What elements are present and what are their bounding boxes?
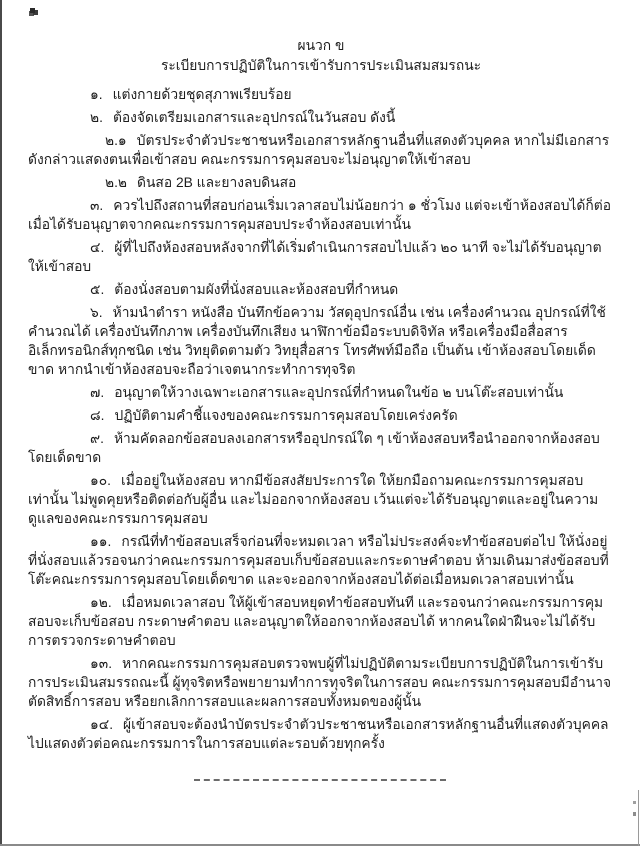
item-number: ๕. (90, 282, 105, 297)
item-text: ผู้เข้าสอบจะต้องนำบัตรประจำตัวประชาชนหรือเอกสารหลักฐานอื่นที่แสดงตัวบุคคลไปแสดงตัวต่อคณะกรรมการในการสอบแต่ละรอบด้วยทุกครั้ง (28, 717, 609, 751)
item-number: ๖. (90, 305, 103, 320)
item-text: ห้ามนำตำรา หนังสือ บันทึกข้อความ วัสดุอุปกรณ์อื่น เช่น เครื่องคำนวณ อุปกรณ์ที่ใช้คำนวณได้ เครื่องบันทึกภาพ เครื่องบันทึกเสียง นาฬิกาข้อมือระบบดิจิทัล หรือเครื่องมือสื่อสารอิเล็กทรอนิกส์ทุกชนิด เช่น วิทยุติดตามตัว วิทยุสื่อสาร โทรศัพท์มือถือ เป็นต้น เข้าห้องสอบโดยเด็ดขาด หากนำเข้าห้องสอบจะถือว่าเจตนากระทำการทุจริต (28, 305, 606, 377)
list-item (28, 280, 614, 299)
scan-edge-right (638, 790, 639, 846)
item-number: ๑๑. (90, 534, 112, 549)
item-text: กรณีที่ทำข้อสอบเสร็จก่อนที่จะหมดเวลา หรือไม่ประสงค์จะทำข้อสอบต่อไป ให้นั่งอยู่ที่นั่งสอบแล้วรอจนกว่าคณะกรรมการคุมสอบเก็บข้อสอบและกระดาษคำตอบ ห้ามเดินมาส่งข้อสอบที่โต๊ะคณะกรรมการคุมสอบโดยเด็ดขาด และจะออกจากห้องสอบได้ต่อเมื่อหมดเวลาสอบเท่านั้น (28, 534, 609, 587)
list-item (28, 196, 614, 234)
appendix-title: ผนวก ข (297, 38, 345, 53)
item-number: ๒. (90, 110, 103, 125)
list-item (28, 406, 614, 425)
item-text: ควรไปถึงสถานที่สอบก่อนเริ่มเวลาสอบไม่น้อยกว่า ๑ ชั่วโมง แต่จะเข้าห้องสอบได้ก็ต่อเมื่อได้รับอนุญาตจากคณะกรรมการคุมสอบประจำห้องสอบเท่านั้น (28, 198, 611, 232)
list-item (28, 85, 614, 104)
item-text: ต้องจัดเตรียมเอกสารและอุปกรณ์ในวันสอบ ดังนี้ (112, 110, 396, 125)
item-text: เมื่ออยู่ในห้องสอบ หากมีข้อสงสัยประการใด ให้ยกมือถามคณะกรรมการคุมสอบเท่านั้น ไม่พูดคุยหรือติดต่อกับผู้อื่น และไม่ออกจากห้องสอบ เว้นแต่จะได้รับอนุญาตและอยู่ในความดูแลของคณะกรรมการคุมสอบ (28, 473, 599, 526)
item-number: ๑๓. (90, 656, 113, 671)
item-text: ห้ามคัดลอกข้อสอบลงเอกสารหรืออุปกรณ์ใด ๆ เข้าห้องสอบหรือนำออกจากห้องสอบโดยเด็ดขาด (28, 431, 600, 465)
item-text: หากคณะกรรมการคุมสอบตรวจพบผู้ที่ไม่ปฏิบัติตามระเบียบการปฏิบัติในการเข้ารับการประเมินสมรรถณะนี้ ผู้ทุจริตหรือพยายามทำการทุจริตในการสอบ คณะกรรมการคุมสอบมีอำนาจตัดสิทธิ์การสอบ หรือยกเลิกการสอบและผลการสอบทั้งหมดของผู้นั้น (28, 656, 612, 709)
item-number: ๑๔. (90, 717, 114, 732)
item-number: ๔. (90, 240, 105, 255)
item-text: เมื่อหมดเวลาสอบ ให้ผู้เข้าสอบหยุดทำข้อสอบทันที และรอจนกว่าคณะกรรมการคุมสอบจะเก็บข้อสอบ กระดาษคำตอบ และอนุญาตให้ออกจากห้องสอบได้ หากคนใดฝ่าฝืนจะไม่ได้รับการตรวจกระดาษคำตอบ (28, 595, 604, 648)
list-item (28, 173, 614, 192)
list-item (28, 532, 614, 589)
item-number: ๑๐. (90, 473, 112, 488)
item-text: ดินสอ 2B และยางลบดินสอ (137, 175, 297, 190)
list-item (28, 303, 614, 379)
item-number: ๑. (90, 87, 103, 102)
end-divider (194, 779, 446, 781)
item-text: อนุญาตให้วางเฉพาะเอกสารและอุปกรณ์ที่กำหนดในข้อ ๒ บนโต๊ะสอบเท่านั้น (114, 385, 564, 400)
list-item (28, 593, 614, 650)
list-item (28, 238, 614, 276)
item-number: ๙. (90, 431, 104, 446)
item-text: ปฏิบัติตามคำชี้แจงของคณะกรรมการคุมสอบโดยเคร่งครัด (114, 408, 458, 423)
item-text: ต้องนั่งสอบตามผังที่นั่งสอบและห้องสอบที่กำหนด (114, 282, 399, 297)
list-item (28, 429, 614, 467)
list-item (28, 131, 614, 169)
scan-artifact-dot (633, 801, 636, 804)
item-text: บัตรประจำตัวประชาชนหรือเอกสารหลักฐานอื่นที่แสดงตัวบุคคล หากไม่มีเอกสารดังกล่าวแสดงตนเพื่อเข้าสอบ คณะกรรมการคุมสอบจะไม่อนุญาตให้เข้าสอบ (28, 133, 610, 167)
item-number: ๗. (90, 385, 105, 400)
list-item (28, 471, 614, 528)
regulation-list (28, 85, 614, 753)
item-number: ๓. (90, 198, 104, 213)
item-text: ผู้ที่ไปถึงห้องสอบหลังจากที่ได้เริ่มดำเนินการสอบไปแล้ว ๒๐ นาที จะไม่ได้รับอนุญาตให้เข้าสอบ (28, 240, 602, 274)
item-number: ๒.๑ (105, 133, 127, 148)
list-item (28, 108, 614, 127)
scan-artifact-dot (633, 812, 636, 816)
page-title: ระเบียบการปฏิบัติในการเข้ารับการประเมินสมสมรถนะ (160, 58, 482, 73)
item-number: ๘. (90, 408, 105, 423)
list-item (28, 383, 614, 402)
item-text: แต่งกายด้วยชุดสุภาพเรียบร้อย (112, 87, 292, 102)
list-item (28, 715, 614, 753)
item-number: ๑๒. (90, 595, 112, 610)
item-number: ๒.๒ (105, 175, 128, 190)
list-item (28, 654, 614, 711)
